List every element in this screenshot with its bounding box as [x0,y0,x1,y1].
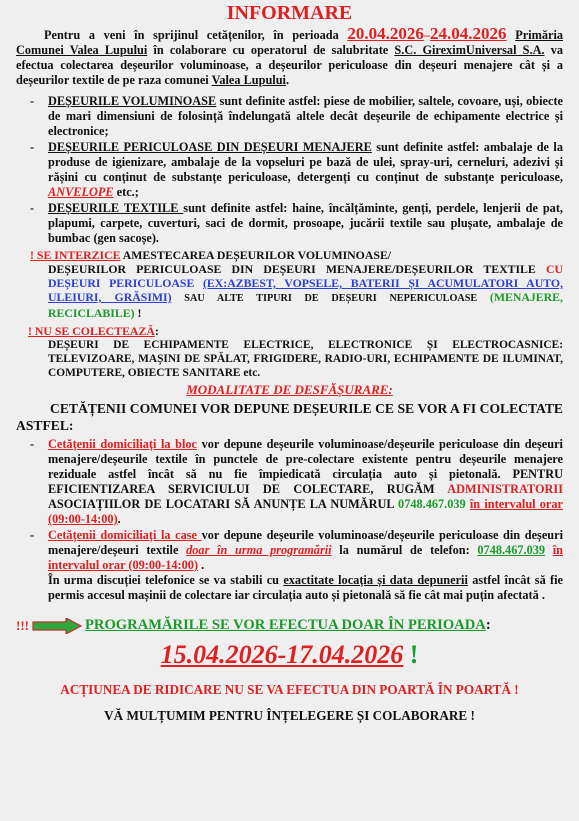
programare-highlight: doar în urma programării [186,543,332,557]
definition-head: DEȘEURILE PERICULOASE DIN DEȘEURI MENAJERE [48,140,372,154]
programari-dates: 15.04.2026-17.04.2026 [160,640,404,669]
definition-text: sunt definite astfel: haine, încălțăminte, genți, perdele, lenjerii de pat, plapumi, carpete, cuverturi, saci de dormit, prosoape, jucării textile sau plușate, ambalaje de bumbac (gen sacoșe). [48,201,563,245]
interval-text: în intervalul orar (09:00-14:00) [48,497,563,526]
date-start: 20.04.2026 [347,24,424,43]
definitions-list [16,94,563,246]
warning-text: AMESTECAREA DEȘEURILOR VOLUMINOASE/ [120,248,392,262]
phone-number: 0748.467.039 [477,543,546,557]
bullet-dash: - [30,201,35,215]
warning-mark: ! NU SE COLECTEAZĂ [28,324,155,338]
case-head: Cetățenii domiciliați la case [48,528,202,542]
date-dash: – [423,28,431,42]
bloc-text: PENTRU EFICIENTIZAREA SERVICIULUI DE COLECTARE, RUGĂM [48,467,563,496]
bullet-dash: - [30,94,35,108]
intro-text: . [285,73,290,87]
operator-name: S.C. GireximUniversal S.A. [394,43,545,57]
warning-nu-se-colecteaza [16,324,563,380]
citizens-heading: CETĂȚENII COMUNEI VOR DEPUNE DEȘEURILE CE SE VOR A FI COLECTATE ASTFEL: [16,401,563,433]
thanks-message: VĂ MULȚUMIM PENTRU ÎNȚELEGERE ȘI COLABORARE ! [104,708,475,723]
ridicare-note: ACȚIUNEA DE RIDICARE NU SE VA EFECTUA DIN POARTĂ ÎN POARTĂ ! [60,682,519,697]
warning-blue: DEȘEURI PERICULOASE [48,276,203,290]
intro-text: în colaborare cu operatorul de salubritate [147,43,395,57]
list-item [16,528,563,603]
bloc-text: ASOCIAȚIILOR DE LOCATARI SĂ ANUNȚE LA NUMĂRUL [48,497,399,511]
intro-text: Pentru a veni în sprijinul cetățenilor, în perioada [44,28,348,42]
page-title: INFORMARE [226,2,353,24]
warning-interzice [16,248,563,320]
case-text: . [198,558,205,572]
case-text: vor depune deșeurile voluminoase/deșeurile periculoase din deșeuri menajere/deșeuri textile [48,528,563,557]
procedure-list [16,437,563,603]
case-text: astfel încât să fie permis accesul mașinii de colectare iar circulația auto și pietonală să fie cât mai puțin afectată . [48,573,563,602]
arrow-right-icon [32,618,82,634]
intro-text [507,28,516,42]
case-text [545,543,553,557]
bloc-text: vor depune deșeurile voluminoase/deșeurile periculoase din deșeuri menajere/deșeurile textile în punctele de pre-colectare existente pentru deșeurile menajere reziduale astfel încât să nu fie împiedicată circulația auto și pietonală. [48,437,563,481]
list-item [16,140,563,200]
definition-head: DEȘEURILE VOLUMINOASE [48,94,217,108]
phone-number: 0748.467.039 [398,497,466,511]
comuna-name: Valea Lupului [211,73,286,87]
warning-text: DEȘEURILOR PERICULOASE DIN DEȘEURI MENAJERE/DEȘEURILOR TEXTILE [48,262,546,276]
admin-highlight: ADMINISTRATORII [447,482,563,496]
exclamation-marks: !!! [16,617,29,633]
definition-head: DEȘEURILE TEXTILE [48,201,184,215]
bullet-dash: - [30,528,35,542]
list-item [16,94,563,139]
bloc-text: . [117,512,121,526]
bloc-head: Cetățenii domiciliați la bloc [48,437,198,451]
programari-text: PROGRAMĂRILE SE VOR EFECTUA DOAR ÎN PERIOADA [85,617,486,633]
intro-paragraph [16,26,563,88]
intro-text: va efectua colectarea deșeurilor voluminoase, a deșeurilor periculoase din deșeuri menajere cât și a deșeurilor textile de pe raza comunei [16,43,563,87]
warning-green: (MENAJERE, RECICLABILE) [48,290,563,320]
case-text: În urma discuției telefonice se va stabili cu [48,573,284,587]
anvelope-highlight: ANVELOPE [48,185,114,199]
exactitate-highlight: exactitate locația și data depunerii [283,573,468,587]
warning-text: : [154,324,159,338]
warning-text: SAU ALTE TIPURI DE DEȘEURI NEPERICULOASE [171,293,490,304]
interval-text: în intervalul orar (09:00-14:00) [48,543,564,572]
bullet-dash: - [30,437,35,451]
warning-blue-examples: (EX:AZBEST, VOPSELE, BATERII ȘI ACUMULATORI AUTO, ULEIURI, GRĂSIMI) [48,276,563,304]
programari-colon: : [485,617,491,633]
section-heading-modalitate: MODALITATE DE DESFĂȘURARE: [186,382,393,397]
definition-text: sunt definite astfel: piese de mobilier, saltele, covoare, uși, obiecte de mari dimensiuni de folosință îndelungată altele decât deșeurile de echipamente electrice și electronice; [48,94,563,138]
programari-period [16,640,563,670]
warning-text: ! [134,306,142,320]
case-text: la numărul de telefon: [331,543,478,557]
definition-text: sunt definite astfel: ambalaje de la produse de igienizare, ambalaje de la vopseluri pe bază de ulei, spray-uri, cerneluri, adezivi și rășini cu conținut de substanțe periculoase, detergenți cu conținut de substanțe periculoase, [48,140,564,184]
programari-row [16,617,563,634]
warning-red: CU [545,262,563,276]
bullet-dash: - [30,140,35,154]
definition-text: etc.; [113,185,139,199]
list-item [16,437,563,527]
list-item [16,201,563,246]
warning-body: DEȘEURI DE ECHIPAMENTE ELECTRICE, ELECTRONICE ȘI ELECTROCASNICE: TELEVIZOARE, MAȘINI DE SPĂLAT, FRIGIDERE, RADIO-URI, ECHIPAMENTE DE ILUMINAT, COMPUTERE, OBIECTE SANITARE etc. [48,339,563,379]
date-end: 24.04.2026 [430,24,507,43]
programari-bang: ! [409,640,419,669]
primaria-name: Primăria Comunei Valea Lupului [16,28,564,57]
warning-mark: ! SE INTERZICE [30,248,121,262]
